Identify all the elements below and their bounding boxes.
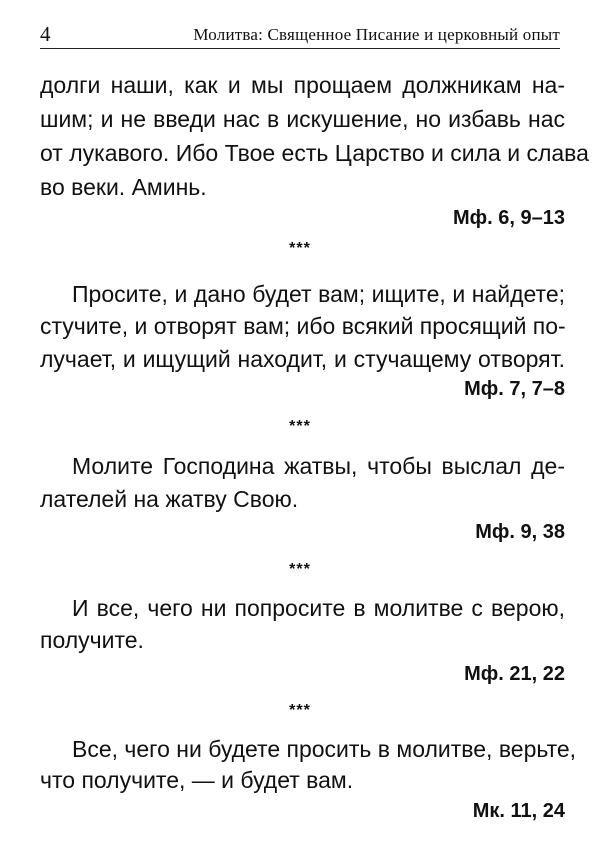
scripture-reference: Мф. 7, 7–8 (464, 378, 565, 400)
running-title: Молитва: Священное Писание и церковный опыт (193, 25, 560, 44)
passage-line: Все, чего ни будете просить в молитве, верьте, (72, 736, 577, 762)
passage-line: долги наши, как и мы прощаем должникам на- (40, 72, 565, 98)
passage-line: шим; и не введи нас в искушение, но избавь нас (40, 106, 565, 132)
scripture-reference: Мк. 11, 24 (472, 800, 565, 822)
passage-line: от лукавого. Ибо Твое есть Царство и сила и слава (40, 140, 589, 166)
passage-line: во веки. Аминь. (40, 174, 207, 200)
passage-line: что получите, — и будет вам. (40, 767, 354, 793)
separator: *** (289, 240, 311, 257)
passage-line: получите. (40, 627, 144, 653)
passage-line: лучает, и ищущий находит, и стучащему отворят. (40, 346, 565, 372)
scripture-reference: Мф. 6, 9–13 (452, 207, 565, 229)
separator: *** (289, 561, 311, 578)
passage-line: стучите, и отворят вам; ибо всякий просящий по- (40, 313, 566, 339)
passage-line: Молите Господина жатвы, чтобы выслал де- (72, 453, 565, 479)
passage-line: Просите, и дано будет вам; ищите, и найдете; (72, 281, 565, 307)
page-header (40, 16, 560, 49)
passage-line: И все, чего ни попросите в молитве с верою, (72, 595, 565, 621)
scripture-reference: Мф. 21, 22 (464, 663, 565, 685)
page-number: 4 (40, 22, 51, 46)
separator: *** (289, 702, 311, 719)
scripture-reference: Мф. 9, 38 (475, 521, 565, 543)
separator: *** (289, 418, 311, 435)
passage-line: лателей на жатву Свою. (40, 486, 299, 512)
